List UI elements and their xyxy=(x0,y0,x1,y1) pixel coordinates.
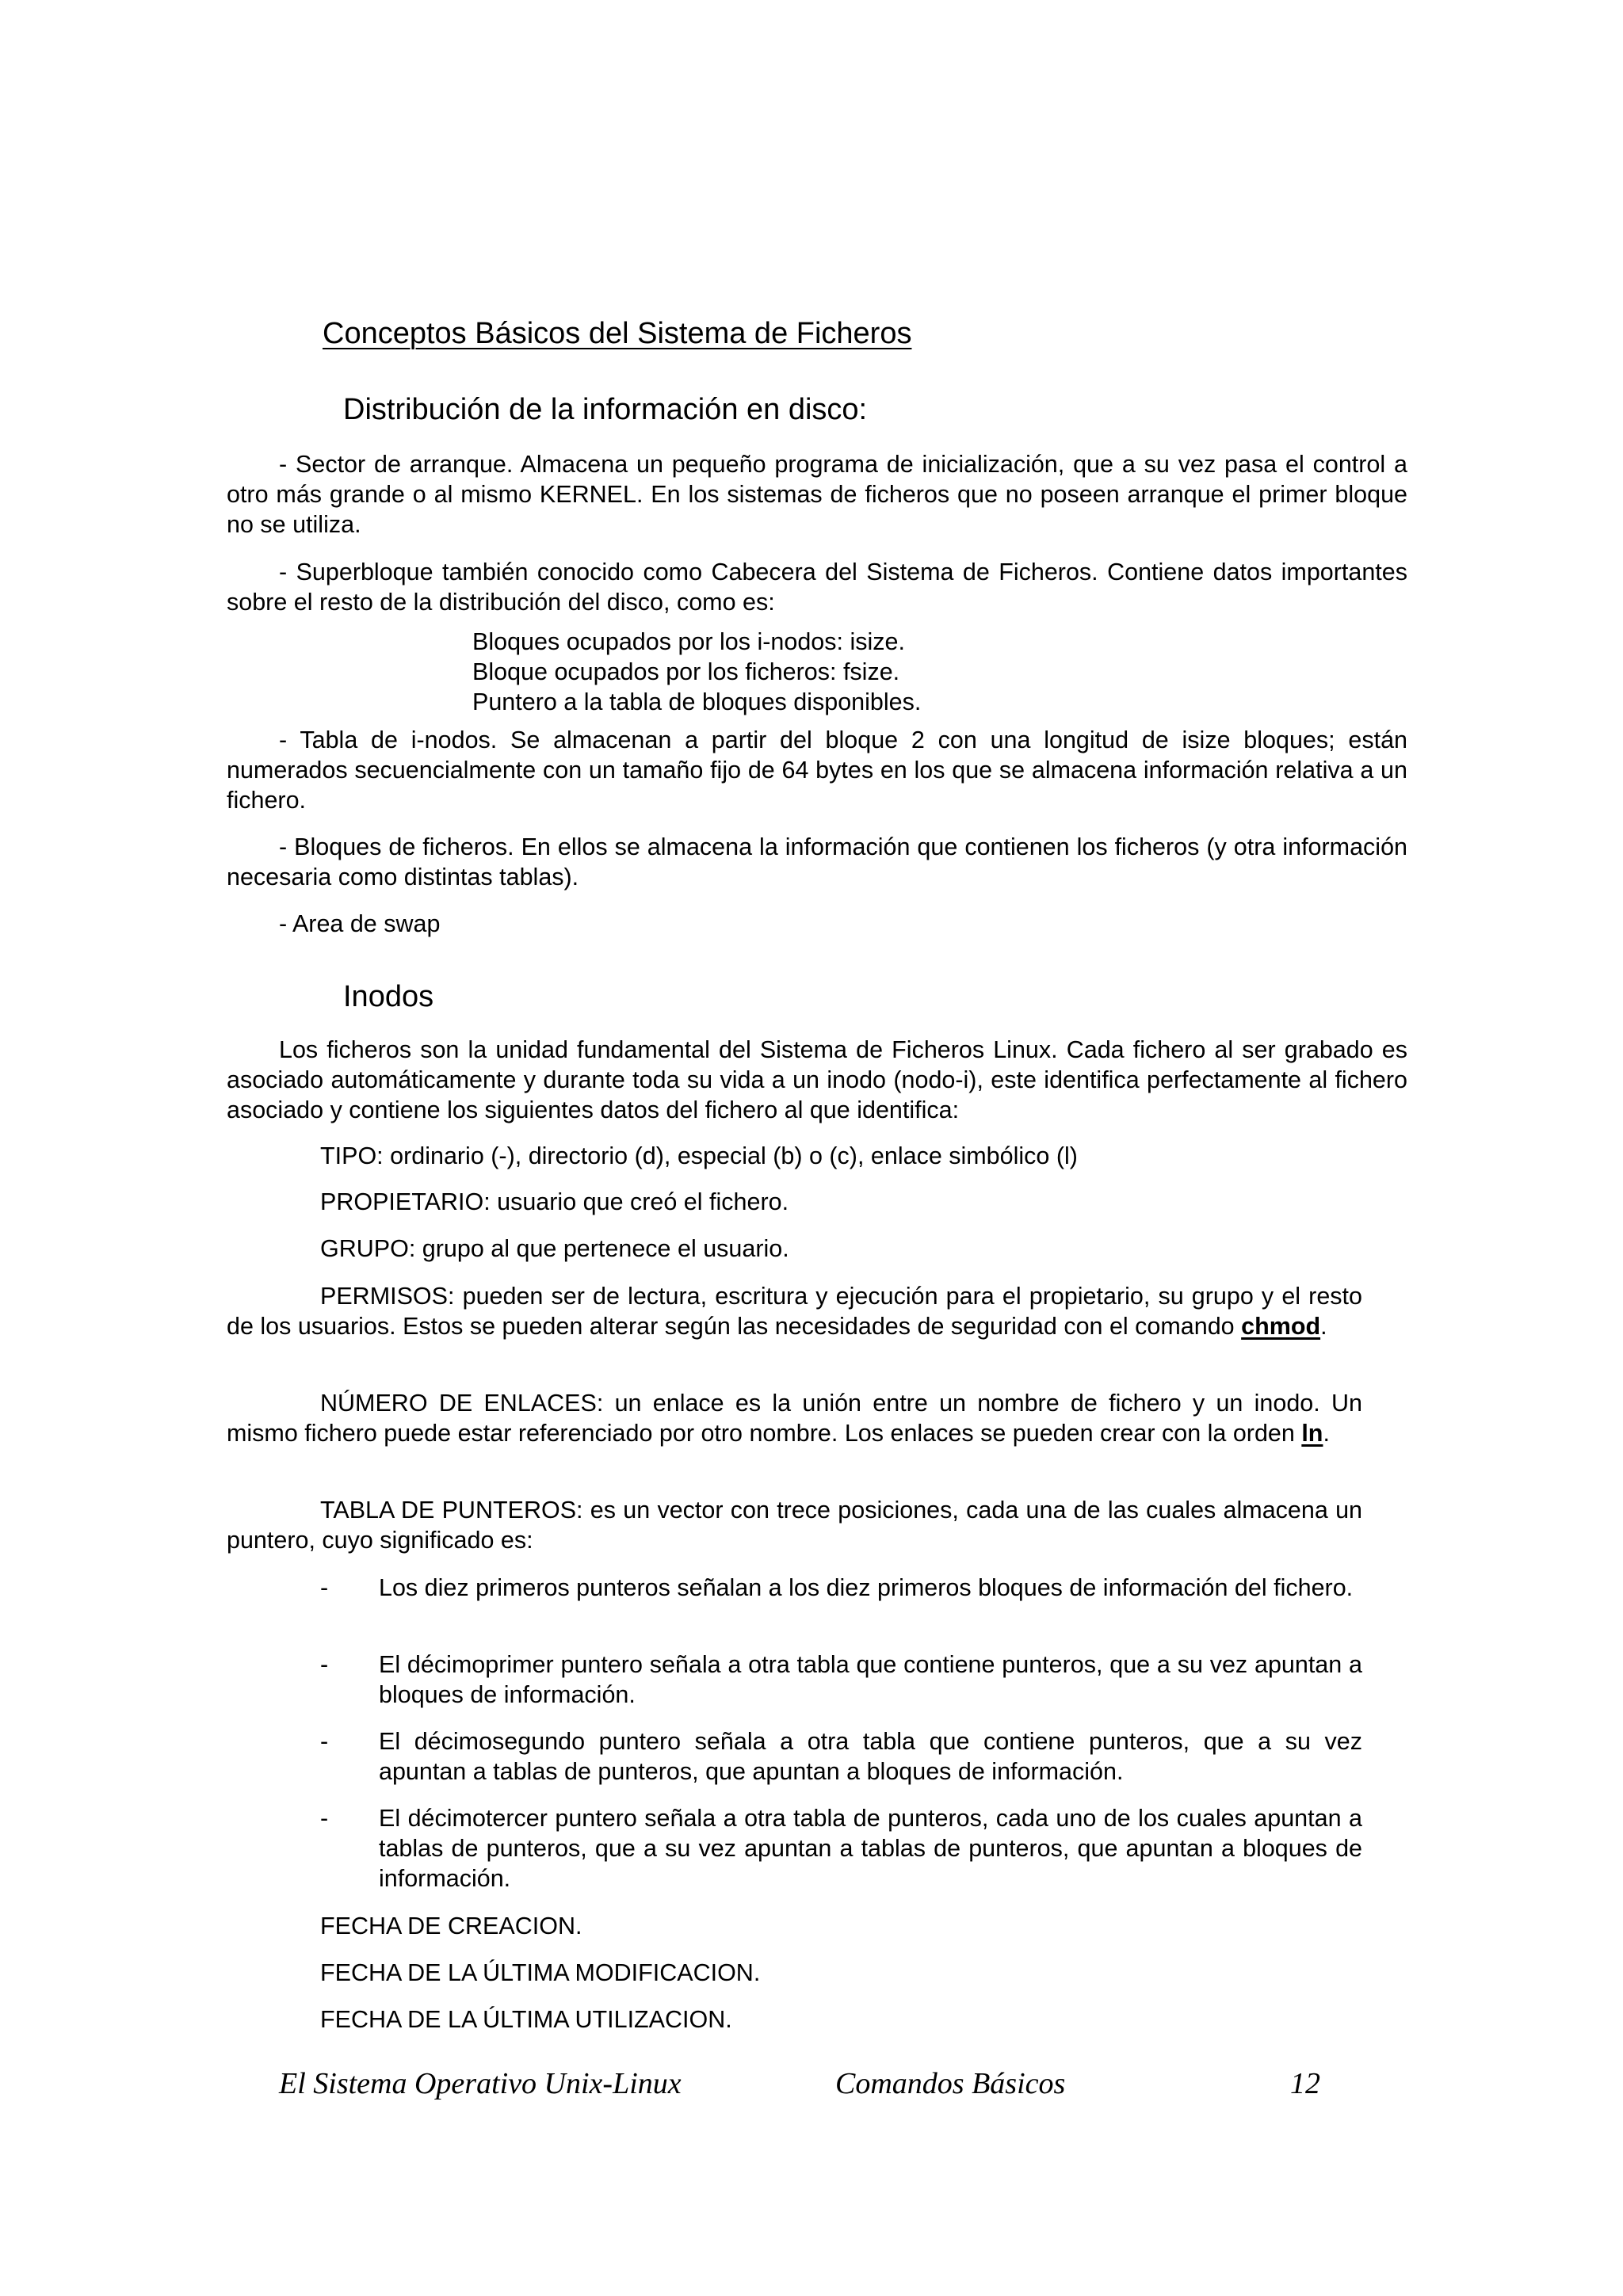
permisos-text: PERMISOS: pueden ser de lectura, escritura y ejecución para el propietario, su grupo y el resto de los usuarios. Estos se pueden alterar según las necesidades de seguridad con el comando xyxy=(227,1283,1362,1340)
section-heading-inodos: Inodos xyxy=(343,980,434,1013)
field-fecha-modificacion: FECHA DE LA ÚLTIMA MODIFICACION. xyxy=(320,1959,761,1986)
bullet-item: El décimosegundo puntero señala a otra tabla que contiene punteros, que a su vez apuntan a tablas de punteros, que apuntan a bloques de información. xyxy=(379,1728,1362,1785)
footer-book-title: El Sistema Operativo Unix-Linux xyxy=(279,2067,682,2100)
sublist-item: Bloque ocupados por los ficheros: fsize. xyxy=(472,658,900,685)
permisos-end: . xyxy=(1320,1313,1327,1340)
field-fecha-creacion: FECHA DE CREACION. xyxy=(320,1913,582,1939)
field-fecha-utilizacion: FECHA DE LA ÚLTIMA UTILIZACION. xyxy=(320,2006,732,2033)
paragraph-sector-arranque: - Sector de arranque. Almacena un pequeño programa de inicialización, que a su vez pasa el control a otro más grande o al mismo KERNEL. En los sistemas de ficheros que no poseen arranque el primer bloque no se utiliza. xyxy=(227,451,1407,538)
bullet-item: Los diez primeros punteros señalan a los diez primeros bloques de información del fichero. xyxy=(379,1574,1354,1601)
ln-command: ln xyxy=(1301,1420,1323,1447)
field-propietario: PROPIETARIO: usuario que creó el fichero. xyxy=(320,1188,789,1215)
enlaces-text: NÚMERO DE ENLACES: un enlace es la unión entre un nombre de fichero y un inodo. Un mismo fichero puede estar referenciado por otro nombre. Los enlaces se pueden crear con la orden xyxy=(227,1390,1362,1447)
enlaces-end: . xyxy=(1323,1420,1330,1447)
sublist-item: Bloques ocupados por los i-nodos: isize. xyxy=(472,628,905,655)
bullet-marker: - xyxy=(320,1651,329,1678)
field-numero-enlaces xyxy=(227,1388,1362,1448)
paragraph-area-swap: - Area de swap xyxy=(279,910,441,937)
paragraph-inodos-intro: Los ficheros son la unidad fundamental del Sistema de Ficheros Linux. Cada fichero al ser grabado es asociado automáticamente y durante toda su vida a un inodo (nodo-i), este identifica perfectamente al fichero asociado y contiene los siguientes datos del fichero al que identifica: xyxy=(227,1036,1407,1123)
sublist-item: Puntero a la tabla de bloques disponibles. xyxy=(472,688,922,715)
field-permisos xyxy=(227,1281,1362,1341)
bullet-marker: - xyxy=(320,1805,329,1832)
paragraph-tabla-inodos: - Tabla de i-nodos. Se almacenan a partir del bloque 2 con una longitud de isize bloques; están numerados secuencialmente con un tamaño fijo de 64 bytes en los que se almacena información relativa a un fichero. xyxy=(227,727,1407,814)
bullet-marker: - xyxy=(320,1728,329,1755)
bullet-marker: - xyxy=(320,1574,329,1601)
field-tabla-punteros: TABLA DE PUNTEROS: es un vector con trece posiciones, cada una de las cuales almacena un puntero, cuyo significado es: xyxy=(227,1497,1362,1554)
section-heading-distribucion: Distribución de la información en disco: xyxy=(343,393,868,426)
footer-chapter: Comandos Básicos xyxy=(835,2067,1066,2100)
field-tipo: TIPO: ordinario (-), directorio (d), especial (b) o (c), enlace simbólico (l) xyxy=(320,1142,1078,1169)
paragraph-bloques-ficheros: - Bloques de ficheros. En ellos se almacena la información que contienen los ficheros (y otra información necesaria como distintas tablas). xyxy=(227,833,1407,891)
chmod-command: chmod xyxy=(1241,1313,1321,1340)
paragraph-superbloque: - Superbloque también conocido como Cabecera del Sistema de Ficheros. Contiene datos importantes sobre el resto de la distribución del disco, como es: xyxy=(227,559,1407,616)
bullet-item: El décimoprimer puntero señala a otra tabla que contiene punteros, que a su vez apuntan a bloques de información. xyxy=(379,1651,1362,1708)
page-number: 12 xyxy=(1290,2067,1320,2100)
bullet-item: El décimotercer puntero señala a otra tabla de punteros, cada uno de los cuales apuntan a tablas de punteros, que a su vez apuntan a tablas de punteros, que apuntan a bloques de información. xyxy=(379,1805,1362,1892)
page-title: Conceptos Básicos del Sistema de Ficheros xyxy=(323,317,912,350)
field-grupo: GRUPO: grupo al que pertenece el usuario. xyxy=(320,1235,789,1262)
